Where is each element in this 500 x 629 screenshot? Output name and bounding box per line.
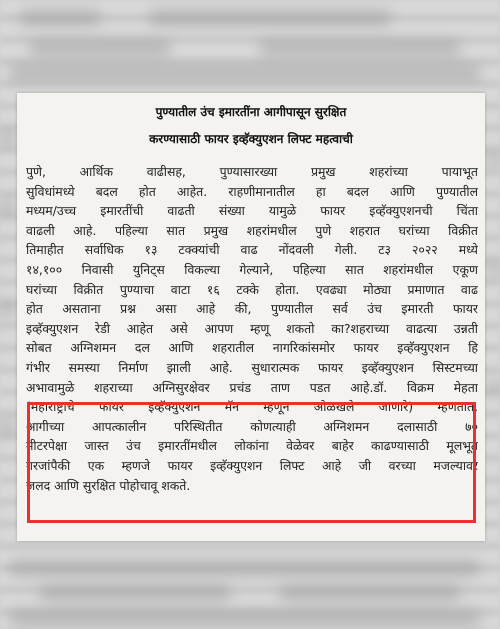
headline	[17, 99, 485, 153]
body-line: आगीच्या आपत्कालीन परिस्थितीत कोणत्याही अग्निशमन दलासाठी ७०	[26, 418, 478, 434]
headline-line-2: करण्यासाठी फायर इव्हॅक्युएशन लिफ्ट महत्वाची	[149, 132, 353, 146]
body-line: मध्यम/उच्च इमारतींची वाढती संख्या यामुळे फायर इव्हॅक्युएशनची चिंता	[26, 203, 478, 219]
body-line: जलद आणि सुरक्षित पोहोचावू शकते.	[26, 477, 191, 493]
body-line: १४,१०० निवासी युनिट्स विकल्या गेल्याने, पहिल्या सात शहरांमधील एकूण	[26, 261, 478, 277]
body-line: सुविधांमध्ये बदल होत आहेत. राहणीमानातील हा बदल आणि पुण्यातील	[26, 183, 478, 199]
body-line: पुणे, आर्थिक वाढीसह, पुण्यासारख्या प्रमुख शहरांच्या पायाभूत	[26, 164, 478, 179]
body-line: घरांच्या विक्रीत पुण्याचा वाटा १६ टक्के होता. एवढ्या मोठ्या प्रमाणात वाढ	[26, 281, 478, 297]
body-line: होत असताना प्रश्न असा आहे की, पुण्यातील सर्व उंच इमारती फायर	[26, 301, 478, 317]
body-line: इव्हॅक्युएशन रेडी आहेत असे आपण म्हणू शकतो का?शहराच्या वाढत्या उन्नती	[26, 320, 478, 336]
body-line: (महाराष्ट्राचे फायर इव्हॅक्युएशन मॅन म्हणून ओळखले जाणारे) म्हणतात,	[26, 399, 478, 415]
headline-line-1: पुण्यातील उंच इमारतींना आगीपासून सुरक्षित	[155, 105, 347, 119]
body-line: मीटरपेक्षा जास्त उंच इमारतींमधील लोकांना वेळेवर बाहेर काढण्यासाठी मूलभूत	[26, 438, 478, 454]
body-line: गंभीर समस्या निर्माण झाली आहे. सुधारात्मक फायर इव्हॅक्युएशन सिस्टमच्या	[26, 359, 478, 375]
newspaper-clipping	[17, 93, 485, 541]
body-line: वाढली आहे. पहिल्या सात प्रमुख शहरांमधील पुणे शहरात घरांच्या विक्रीत	[26, 222, 478, 238]
body-line: तिमाहीत सर्वाधिक १३ टक्क्यांची वाढ नोंदवली गेली. ट३ २०२२ मध्ये	[26, 242, 478, 258]
body-line: अभावामुळे शहराच्या अग्निसुरक्षेवर प्रचंड ताण पडत आहे.डॉ. विक्रम मेहता	[26, 379, 478, 395]
body-line: सोबत अग्निशमन दल आणि शहरातील नागरिकांसमोर फायर इव्हॅक्युएशन हि	[26, 340, 478, 356]
article-body	[26, 162, 478, 495]
body-line: गरजांपैकी एक म्हणजे फायर इव्हॅक्युएशन लिफ्ट आहे जी वरच्या मजल्यावर	[26, 457, 478, 473]
